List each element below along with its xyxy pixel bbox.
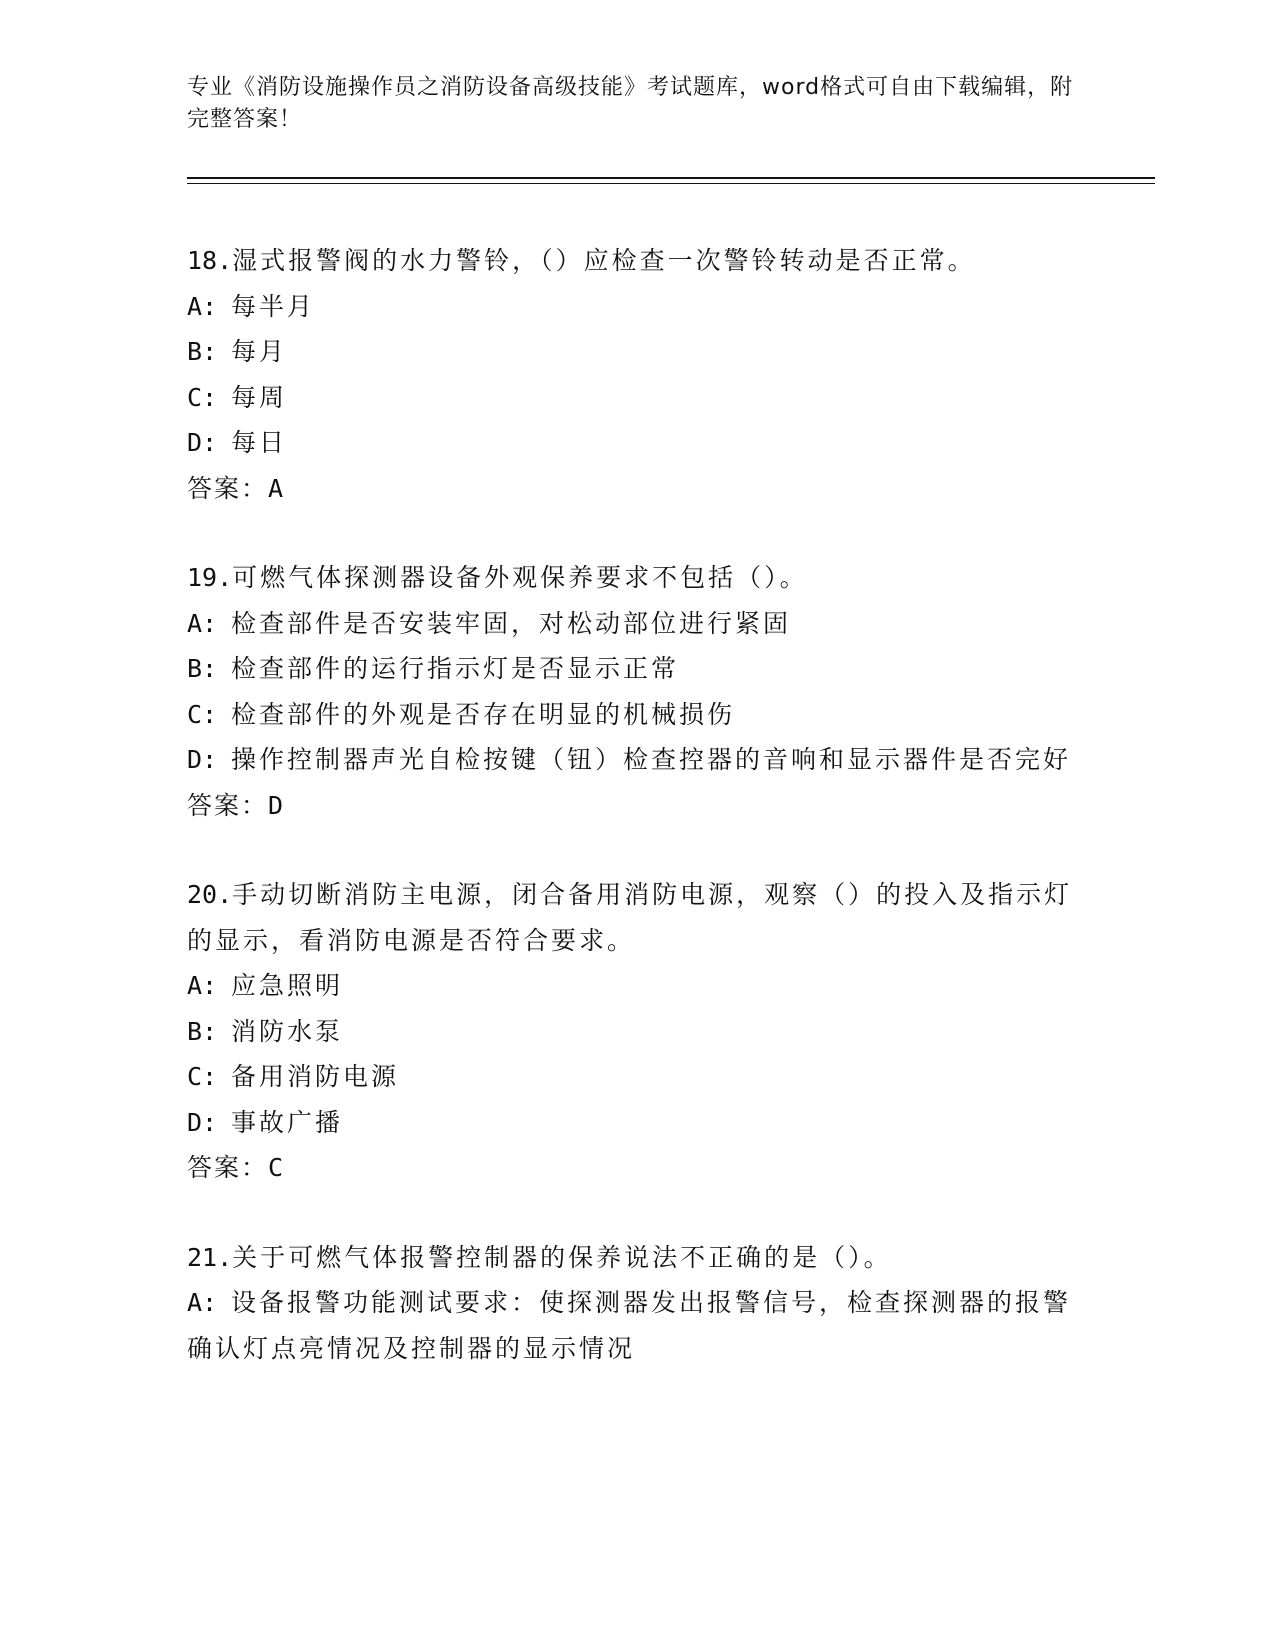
answer-label: 答案： [187,790,269,820]
question-stem [187,555,1087,601]
question-18 [187,238,1087,511]
option-letter: D: [187,1107,218,1137]
option-text: 检查部件是否安装牢固，对松动部位进行紧固 [231,608,792,638]
option-b [187,329,1087,375]
question-number: 21. [187,1242,233,1272]
question-stem [187,872,1087,963]
answer-value: A [268,473,285,503]
answer-label: 答案： [187,1153,269,1182]
option-letter: C: [187,699,218,729]
option-text: 备用消防电源 [231,1062,400,1091]
option-letter: B: [187,1016,218,1046]
option-letter: B: [187,337,218,366]
option-d [187,1100,1087,1146]
option-letter: D: [187,428,218,457]
answer-line [187,466,1087,512]
question-text: 手动切断消防主电源，闭合备用消防电源，观察（）的投入及指示灯的显示，看消防电源是否符合要求。 [187,880,1073,955]
option-a [187,963,1087,1009]
question-stem [187,238,1087,284]
option-letter: A: [187,608,218,638]
option-letter: C: [187,382,218,412]
answer-value: C [268,1153,285,1182]
question-text: 湿式报警阀的水力警铃，（）应检查一次警铃转动是否正常。 [232,246,976,275]
question-list [187,238,1087,1415]
option-text: 操作控制器声光自检按键（钮）检查控器的音响和显示器件是否完好 [231,745,1072,774]
option-d [187,737,1087,783]
question-number: 19. [187,563,233,592]
option-b [187,1009,1087,1055]
option-a [187,1280,1087,1371]
option-c [187,1054,1087,1100]
question-stem [187,1235,1087,1281]
option-letter: A: [187,971,218,1000]
question-21 [187,1235,1087,1372]
option-letter: A: [187,1288,218,1317]
question-20 [187,872,1087,1191]
option-text: 事故广播 [231,1107,344,1137]
option-text: 检查部件的外观是否存在明显的机械损伤 [231,699,736,729]
document-header: 专业《消防设施操作员之消防设备高级技能》考试题库，word格式可自由下载编辑，附完整答案！ [187,75,1074,132]
option-letter: A: [187,291,218,321]
question-19 [187,555,1087,828]
question-number: 18. [187,246,233,275]
option-text: 设备报警功能测试要求：使探测器发出报警信号，检查探测器的报警确认灯点亮情况及控制器的显示情况 [187,1288,1072,1363]
option-b [187,646,1087,692]
question-text: 可燃气体探测器设备外观保养要求不包括（）。 [232,563,808,592]
option-text: 检查部件的运行指示灯是否显示正常 [231,654,680,683]
question-text: 关于可燃气体报警控制器的保养说法不正确的是（）。 [232,1242,892,1272]
answer-line [187,783,1087,829]
answer-line [187,1145,1087,1191]
option-c [187,375,1087,421]
option-text: 每周 [231,382,288,412]
answer-value: D [268,790,285,820]
option-text: 消防水泵 [231,1016,344,1046]
header-rule-thick [187,177,1155,179]
option-letter: C: [187,1062,218,1091]
option-text: 应急照明 [231,971,344,1000]
answer-label: 答案： [187,473,269,503]
option-letter: D: [187,745,218,774]
option-c [187,692,1087,738]
header-rule-thin [187,183,1155,184]
option-a [187,284,1087,330]
option-letter: B: [187,654,218,683]
option-text: 每日 [231,428,288,457]
option-d [187,420,1087,466]
question-number: 20. [187,880,233,909]
option-a [187,601,1087,647]
option-text: 每月 [231,337,288,366]
option-text: 每半月 [231,291,316,321]
